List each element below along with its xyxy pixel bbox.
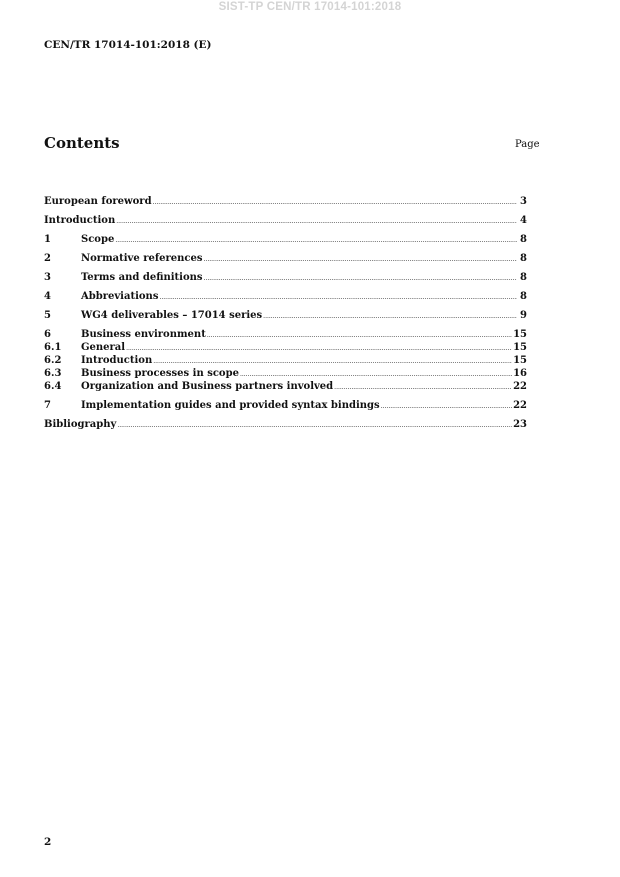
toc-entry-page: 9 — [520, 310, 527, 321]
toc-entry-page: 22 — [513, 400, 527, 411]
toc-leader-dots — [126, 342, 512, 355]
toc-entry-scope[interactable] — [44, 233, 527, 246]
toc-leader-dots — [263, 310, 517, 323]
toc-entry-title: Introduction — [44, 215, 116, 226]
toc-entry-page: 8 — [520, 253, 527, 264]
toc-leader-dots — [153, 196, 517, 209]
toc-entry-introduction-6-2[interactable] — [44, 354, 527, 367]
toc-leader-dots — [207, 329, 512, 342]
toc-leader-dots — [204, 253, 518, 266]
toc-entry-title: Terms and definitions — [81, 272, 203, 283]
toc-entry-page: 4 — [520, 215, 527, 226]
toc-entry-page: 15 — [513, 355, 527, 366]
toc-entry-number: 6 — [44, 329, 51, 340]
toc-entry-number: 3 — [44, 272, 51, 283]
toc-entry-title: European foreword — [44, 196, 152, 207]
toc-entry-number: 6.3 — [44, 368, 62, 379]
toc-entry-european-foreword[interactable] — [44, 195, 527, 208]
toc-entry-title: Bibliography — [44, 419, 117, 430]
toc-leader-dots — [204, 272, 517, 285]
toc-entry-business-environment[interactable] — [44, 328, 527, 341]
toc-entry-title: Abbreviations — [81, 291, 159, 302]
toc-entry-number: 6.2 — [44, 355, 62, 366]
toc-entry-introduction[interactable] — [44, 214, 527, 227]
document-id: CEN/TR 17014-101:2018 (E) — [44, 39, 212, 51]
toc-entry-page: 8 — [520, 234, 527, 245]
toc-entry-abbreviations[interactable] — [44, 290, 527, 303]
toc-entry-number: 7 — [44, 400, 51, 411]
contents-heading: Contents — [44, 134, 120, 152]
toc-entry-organization-partners[interactable] — [44, 380, 527, 393]
toc-entry-normative-references[interactable] — [44, 252, 527, 265]
toc-entry-page: 15 — [513, 342, 527, 353]
toc-leader-dots — [334, 381, 512, 394]
toc-entry-terms-and-definitions[interactable] — [44, 271, 527, 284]
toc-entry-number: 5 — [44, 310, 51, 321]
toc-leader-dots — [381, 400, 512, 413]
table-of-contents — [44, 195, 527, 431]
toc-leader-dots — [116, 215, 517, 228]
toc-entry-page: 15 — [513, 329, 527, 340]
toc-entry-title: Business processes in scope — [81, 368, 239, 379]
toc-entry-page: 8 — [520, 272, 527, 283]
toc-leader-dots — [115, 234, 517, 247]
toc-entry-title: Implementation guides and provided syntax bindings — [81, 400, 380, 411]
page-number: 2 — [44, 836, 52, 848]
page-column-label: Page — [515, 139, 540, 150]
toc-entry-implementation-guides[interactable] — [44, 399, 527, 412]
toc-entry-title: Scope — [81, 234, 115, 245]
toc-entry-number: 2 — [44, 253, 51, 264]
toc-entry-title: Organization and Business partners involved — [81, 381, 334, 392]
toc-entry-page: 3 — [520, 196, 527, 207]
toc-entry-general[interactable] — [44, 341, 527, 354]
toc-leader-dots — [159, 291, 517, 304]
toc-entry-title: General — [81, 342, 126, 353]
toc-entry-wg4-deliverables[interactable] — [44, 309, 527, 322]
toc-entry-page: 22 — [513, 381, 527, 392]
toc-entry-number: 1 — [44, 234, 51, 245]
toc-entry-number: 6.1 — [44, 342, 62, 353]
toc-entry-title: WG4 deliverables – 17014 series — [81, 310, 263, 321]
toc-entry-bibliography[interactable] — [44, 418, 527, 431]
toc-entry-business-processes[interactable] — [44, 367, 527, 380]
toc-entry-number: 6.4 — [44, 381, 62, 392]
toc-entry-page: 8 — [520, 291, 527, 302]
toc-entry-title: Normative references — [81, 253, 203, 264]
toc-entry-title: Business environment — [81, 329, 206, 340]
watermark: SIST-TP CEN/TR 17014-101:2018 — [218, 1, 402, 13]
toc-entry-number: 4 — [44, 291, 51, 302]
toc-leader-dots — [117, 419, 512, 432]
toc-entry-page: 23 — [513, 419, 527, 430]
toc-entry-page: 16 — [513, 368, 527, 379]
toc-entry-title: Introduction — [81, 355, 153, 366]
